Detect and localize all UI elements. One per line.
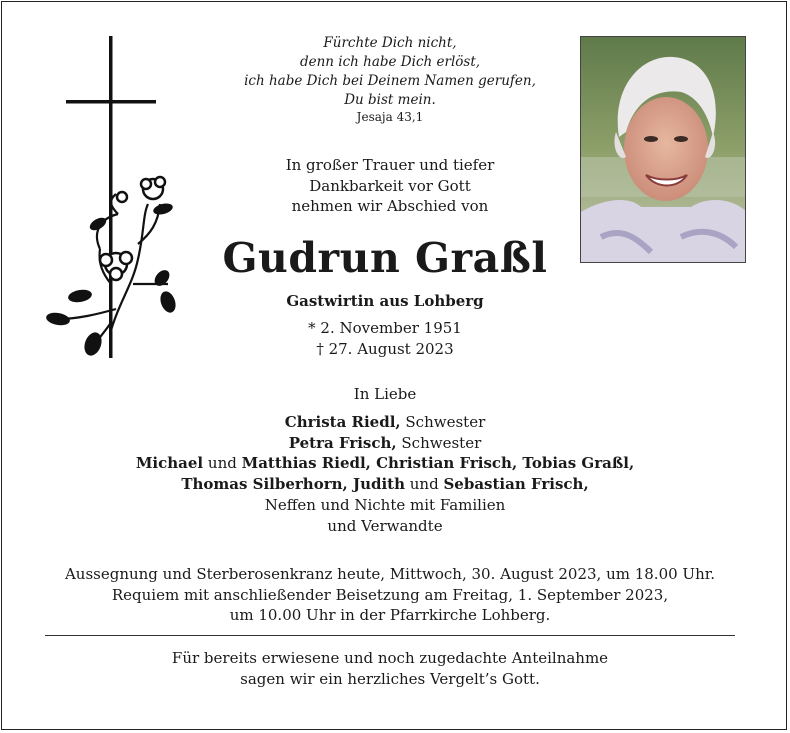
mourner-relation: Schwester xyxy=(396,433,482,452)
ceremony-info xyxy=(0,564,780,626)
bible-verse xyxy=(220,34,560,110)
portrait-photo xyxy=(580,36,746,263)
deceased-name: Gudrun Graßl xyxy=(222,234,548,282)
mourner-connector: und xyxy=(405,475,444,494)
verse-reference: Jesaja 43,1 xyxy=(356,110,424,124)
mourner-line xyxy=(0,412,770,433)
mourner-connector: und xyxy=(203,454,242,473)
verse-line: denn ich habe Dich erlöst, xyxy=(299,54,481,70)
mourner-name: Christa Riedl, xyxy=(284,413,401,431)
thanks-line: sagen wir ein herzliches Vergelt’s Gott. xyxy=(240,669,540,688)
verse-line: Du bist mein. xyxy=(344,92,436,108)
mourner-name: Thomas Silberhorn, Judith xyxy=(181,475,405,494)
thanks-text xyxy=(0,648,780,689)
birth-date: * 2. November 1951 xyxy=(308,319,462,337)
death-date: † 27. August 2023 xyxy=(316,340,454,358)
thanks-line: Für bereits erwiesene und noch zugedachte Anteilnahme xyxy=(171,649,609,667)
mourner-line xyxy=(0,453,770,474)
intro-line: In großer Trauer und tiefer xyxy=(285,156,495,174)
mourner-name: Matthias Riedl, Christian Frisch, Tobias Graßl, xyxy=(241,454,635,473)
deceased-occupation: Gastwirtin aus Lohberg xyxy=(286,292,484,310)
verse-line: Fürchte Dich nicht, xyxy=(323,35,457,51)
mourner-line xyxy=(0,474,770,495)
mourner-line xyxy=(0,433,770,454)
ceremony-line: Requiem mit anschließender Beisetzung am Freitag, 1. September 2023, xyxy=(111,585,669,604)
mourner-name: Sebastian Frisch, xyxy=(443,475,589,494)
intro-line: Dankbarkeit vor Gott xyxy=(309,176,471,195)
verse-line: ich habe Dich bei Deinem Namen gerufen, xyxy=(244,73,536,89)
ceremony-line: um 10.00 Uhr in der Pfarrkirche Lohberg. xyxy=(229,606,551,624)
mourner-line: Neffen und Nichte mit Familien xyxy=(264,495,506,514)
divider xyxy=(45,635,735,636)
intro-text xyxy=(220,155,560,217)
in-love-heading: In Liebe xyxy=(353,385,417,403)
ceremony-line: Aussegnung und Sterberosenkranz heute, Mittwoch, 30. August 2023, um 18.00 Uhr. xyxy=(64,565,716,583)
mourners-list xyxy=(0,412,770,536)
intro-line: nehmen wir Abschied von xyxy=(291,197,489,215)
mourner-name: Petra Frisch, xyxy=(288,433,397,452)
life-dates xyxy=(0,318,770,360)
cross-with-flowers-icon xyxy=(38,34,188,364)
mourner-name: Michael xyxy=(135,454,204,473)
mourner-relation: Schwester xyxy=(400,413,486,431)
mourner-line: und Verwandte xyxy=(327,516,443,535)
